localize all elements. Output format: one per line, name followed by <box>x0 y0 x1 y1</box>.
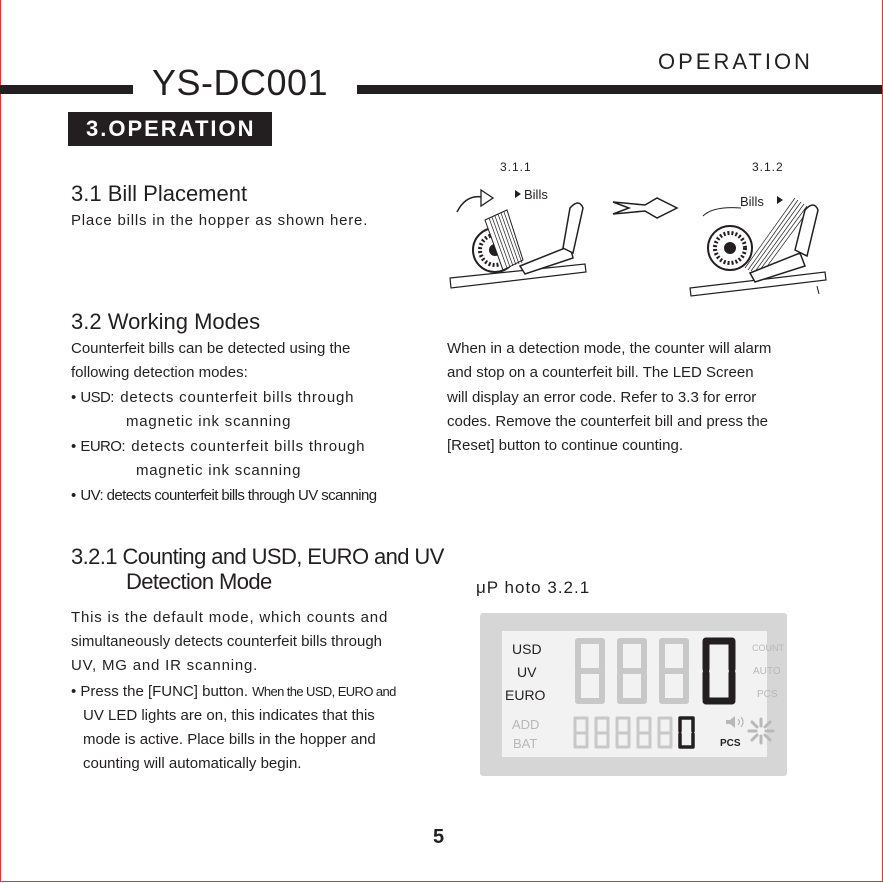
lcd-add-indicator: ADD <box>512 717 540 732</box>
counting-mode-title-1: 3.2.1 Counting and USD, EURO and UV <box>71 544 444 569</box>
counting-text-4b: When the USD, EURO and <box>252 684 396 699</box>
fig1-bills-label: Bills <box>524 187 548 202</box>
header-section: OPERATION <box>658 49 813 74</box>
model-name: YS-DC001 <box>152 62 329 103</box>
arrow-right-icon <box>613 198 677 218</box>
working-modes-title: 3.2 Working Modes <box>71 309 261 334</box>
mode-euro-code: EURO <box>80 438 122 455</box>
figure-label-3-1-2: 3.1.2 <box>752 160 784 174</box>
lcd-main-digits <box>572 637 748 705</box>
counting-mode-title-2: Detection Mode <box>126 569 272 594</box>
working-modes-intro-1: Counterfeit bills can be detected using the <box>71 340 351 357</box>
lcd-screen <box>502 631 784 757</box>
detection-text-2: and stop on a counterfeit bill. The LED Screen <box>447 364 754 381</box>
photo-label: μP hoto 3.2.1 <box>476 578 591 597</box>
counter-machine-figure-2 <box>690 196 826 296</box>
detection-text-5: [Reset] button to continue counting. <box>447 437 683 454</box>
mode-uv-item <box>71 484 376 508</box>
bill-placement-title: 3.1 Bill Placement <box>71 181 248 206</box>
mode-euro-item <box>71 435 365 459</box>
counting-text-3: UV, MG and IR scanning. <box>71 657 259 674</box>
mode-usd-item <box>71 386 354 410</box>
lcd-pcs-bottom-indicator: PCS <box>720 738 741 749</box>
speaker-icon <box>724 715 746 729</box>
mode-usd-text: : detects counterfeit bills through <box>110 389 355 406</box>
bullet: • <box>71 683 81 700</box>
counting-text-6: mode is active. Place bills in the hopper and <box>83 731 376 748</box>
fig2-bills-label: Bills <box>740 194 764 209</box>
bullet: • <box>71 438 81 455</box>
bullet: • <box>71 389 81 406</box>
bill-placement-illustration <box>445 178 835 300</box>
counting-text-5: UV LED lights are on, this indicates that this <box>83 707 375 724</box>
lcd-sub-value: 0 <box>686 735 687 736</box>
figure-label-3-1-1: 3.1.1 <box>500 160 532 174</box>
counting-text-2: simultaneously detects counterfeit bills through <box>71 633 383 650</box>
lcd-uv-indicator: UV <box>517 664 537 680</box>
fan-icon <box>747 717 775 745</box>
counting-text-1: This is the default mode, which counts and <box>71 609 389 626</box>
mode-euro-text-2: magnetic ink scanning <box>136 462 302 479</box>
detection-text-3: will display an error code. Refer to 3.3 for error <box>447 389 757 406</box>
working-modes-intro-2: following detection modes: <box>71 364 248 381</box>
mode-euro-text: : detects counterfeit bills through <box>121 438 366 455</box>
mode-uv-text: UV: detects counterfeit bills through UV scanning <box>80 487 377 504</box>
header-rule-left <box>0 85 133 94</box>
section-badge: 3.OPERATION <box>68 112 272 146</box>
detection-text-4: codes. Remove the counterfeit bill and press the <box>447 413 769 430</box>
bullet: • <box>71 487 81 504</box>
counting-text-4 <box>71 680 396 704</box>
lcd-euro-indicator: EURO <box>505 687 546 703</box>
header-rule-right <box>357 85 882 94</box>
mode-usd-text-2: magnetic ink scanning <box>126 413 292 430</box>
detection-text-1: When in a detection mode, the counter will alarm <box>447 340 772 357</box>
mode-usd-code: USD <box>80 389 111 406</box>
counter-machine-figure-1 <box>450 190 586 288</box>
counting-text-4a: Press the [FUNC] button. <box>80 683 248 700</box>
lcd-usd-indicator: USD <box>512 641 542 657</box>
lcd-count-indicator: COUNT <box>752 643 784 653</box>
page-number: 5 <box>433 826 445 848</box>
counting-text-7: counting will automatically begin. <box>83 755 302 772</box>
lcd-auto-indicator: AUTO <box>753 666 781 677</box>
lcd-sub-digits <box>572 715 722 751</box>
lcd-main-value: 0 <box>719 677 720 678</box>
lcd-bat-indicator: BAT <box>513 736 538 751</box>
lcd-frame <box>480 613 787 776</box>
bill-placement-text: Place bills in the hopper as shown here. <box>71 212 369 229</box>
lcd-pcs-top-indicator: PCS <box>757 689 778 700</box>
